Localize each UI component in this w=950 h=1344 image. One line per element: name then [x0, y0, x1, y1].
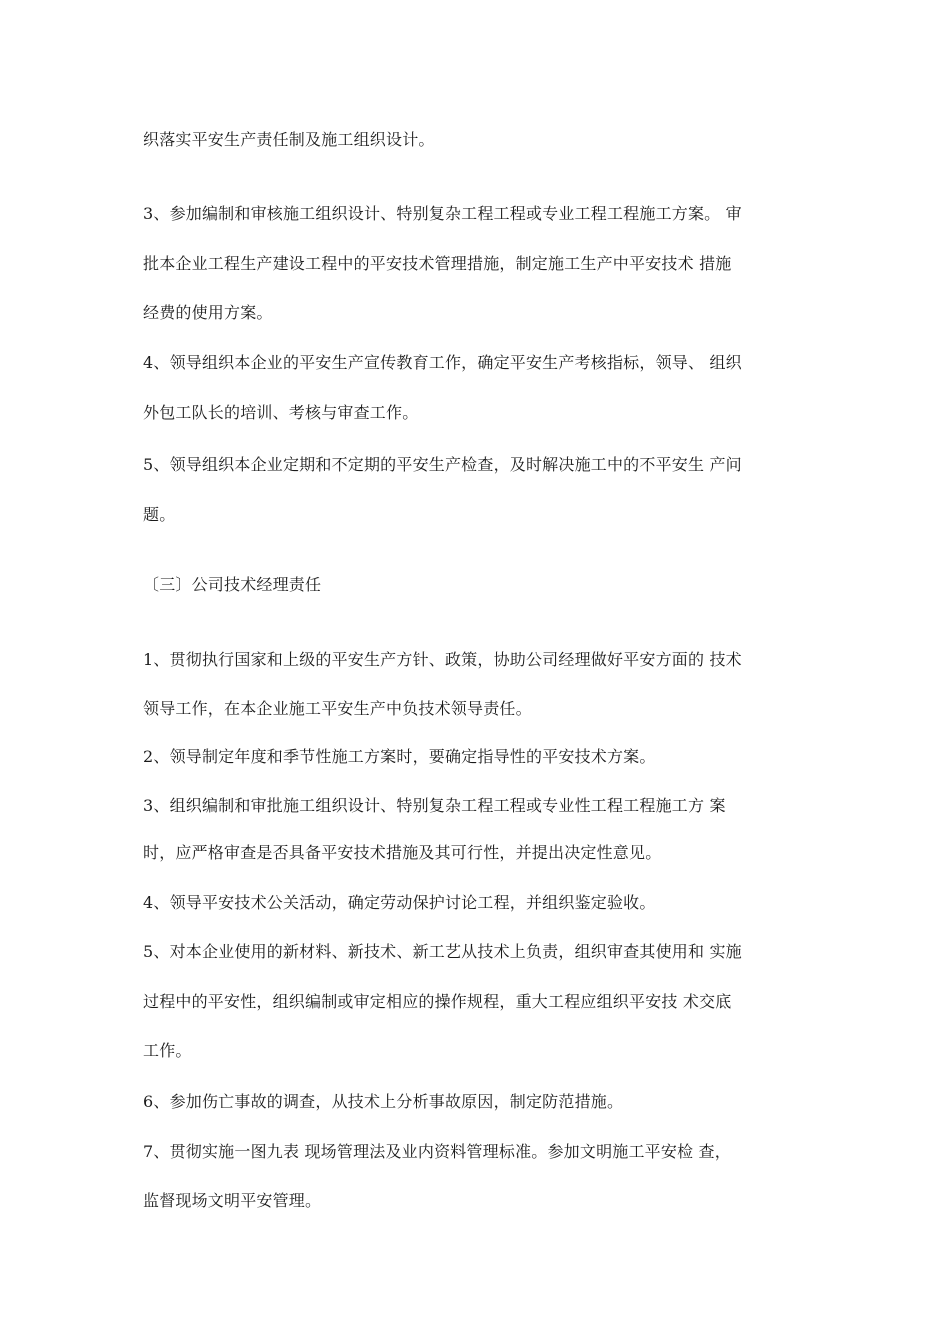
section-heading: 〔三〕公司技术经理责任: [143, 575, 322, 594]
text-line: 过程中的平安性，组织编制或审定相应的操作规程，重大工程应组织平安技 术交底: [143, 992, 732, 1011]
text-line: 3、参加编制和审核施工组织设计、特别复杂工程工程或专业工程工程施工方案。 审: [143, 204, 742, 223]
text-line: 7、贯彻实施一图九表 现场管理法及业内资料管理标准。参加文明施工平安检 查，: [143, 1142, 731, 1161]
text-line: 外包工队长的培训、考核与审查工作。: [143, 403, 419, 422]
text-line: 经费的使用方案。: [143, 303, 273, 322]
text-line: 批本企业工程生产建设工程中的平安技术管理措施，制定施工生产中平安技术 措施: [143, 254, 732, 273]
text-line: 3、组织编制和审批施工组织设计、特别复杂工程工程或专业性工程工程施工方 案: [143, 796, 726, 815]
text-line: 题。: [143, 505, 176, 524]
text-line: 2、领导制定年度和季节性施工方案时，要确定指导性的平安技术方案。: [143, 747, 656, 766]
text-line: 监督现场文明平安管理。: [143, 1191, 322, 1210]
text-line: 6、参加伤亡事故的调查，从技术上分析事故原因，制定防范措施。: [143, 1092, 624, 1111]
text-line: 4、领导平安技术公关活动，确定劳动保护讨论工程，并组织鉴定验收。: [143, 893, 656, 912]
text-line: 时，应严格审查是否具备平安技术措施及其可行性，并提出决定性意见。: [143, 843, 662, 862]
text-line: 5、领导组织本企业定期和不定期的平安生产检查，及时解决施工中的不平安生 产问: [143, 455, 742, 474]
text-line: 4、领导组织本企业的平安生产宣传教育工作，确定平安生产考核指标，领导、 组织: [143, 353, 742, 372]
text-line: 1、贯彻执行国家和上级的平安生产方针、政策，协助公司经理做好平安方面的 技术: [143, 650, 742, 669]
text-line: 工作。: [143, 1041, 192, 1060]
text-line: 领导工作，在本企业施工平安生产中负技术领导责任。: [143, 699, 532, 718]
text-line: 织落实平安生产责任制及施工组织设计。: [143, 130, 435, 149]
text-line: 5、对本企业使用的新材料、新技术、新工艺从技术上负责，组织审查其使用和 实施: [143, 942, 742, 961]
